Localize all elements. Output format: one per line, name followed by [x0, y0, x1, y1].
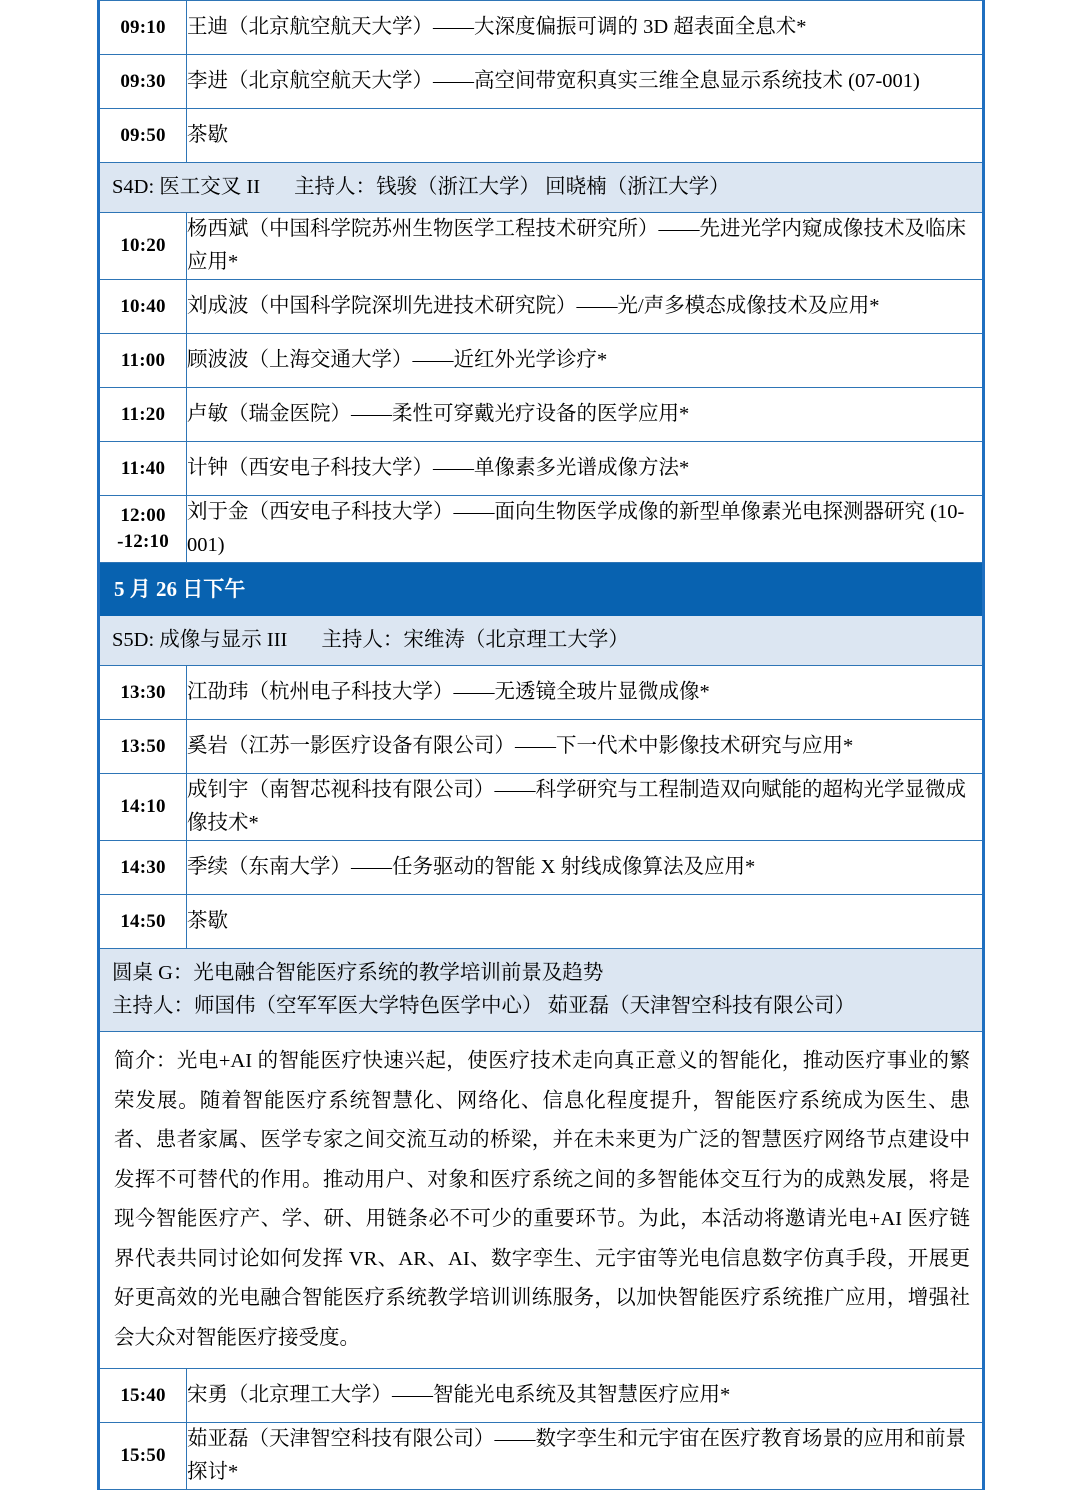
- row-title: 杨西斌（中国科学院苏州生物医学工程技术研究所）——先进光学内窥成像技术及临床应用*: [187, 213, 984, 280]
- table-row: [99, 666, 984, 720]
- row-time: [99, 496, 187, 563]
- table-row: [99, 895, 984, 949]
- row-time: 10:40: [99, 280, 187, 334]
- row-title: 茶歇: [187, 109, 984, 163]
- row-title: 刘于金（西安电子科技大学）——面向生物医学成像的新型单像素光电探测器研究 (10-001): [187, 496, 984, 563]
- row-title: 江劭玮（杭州电子科技大学）——无透镜全玻片显微成像*: [187, 666, 984, 720]
- row-time: 13:30: [99, 666, 187, 720]
- table-row: [99, 213, 984, 280]
- row-time: 09:50: [99, 109, 187, 163]
- roundtable-intro-text: 简介：光电+AI 的智能医疗快速兴起，使医疗技术走向真正意义的智能化，推动医疗事业的繁荣发展。随着智能医疗系统智慧化、网络化、信息化程度提升，智能医疗系统成为医生、患者、患者家属、医学专家之间交流互动的桥梁，并在未来更为广泛的智慧医疗网络节点建设中发挥不可替代的作用。推动用户、对象和医疗系统之间的多智能体交互行为的成熟发展，将是现今智能医疗产、学、研、用链条必不可少的重要环节。为此，本活动将邀请光电+AI 医疗链界代表共同讨论如何发挥 VR、AR、AI、数字孪生、元宇宙等光电信息数字仿真手段，开展更好更高效的光电融合智能医疗系统教学培训训练服务，以加快智能医疗系统推广应用，增强社会大众对智能医疗接受度。: [114, 1050, 970, 1349]
- session-hosts: 钱骏（浙江大学） 回晓楠（浙江大学）: [376, 176, 730, 198]
- session-hosts: 宋维涛（北京理工大学）: [403, 629, 629, 651]
- row-time: 14:30: [99, 841, 187, 895]
- row-title: 成钊宇（南智芯视科技有限公司）——科学研究与工程制造双向赋能的超构光学显微成像技术*: [187, 774, 984, 841]
- row-title: 宋勇（北京理工大学）——智能光电系统及其智慧医疗应用*: [187, 1369, 984, 1423]
- table-row: [99, 1, 984, 55]
- row-title: 卢敏（瑞金医院）——柔性可穿戴光疗设备的医学应用*: [187, 388, 984, 442]
- table-row: [99, 1423, 984, 1490]
- row-title: 刘成波（中国科学院深圳先进技术研究院）——光/声多模态成像技术及应用*: [187, 280, 984, 334]
- session-header-row: [99, 163, 984, 213]
- table-row: [99, 280, 984, 334]
- roundtable-header-cell: [99, 949, 984, 1032]
- roundtable-intro-cell: [99, 1032, 984, 1369]
- table-row: [99, 841, 984, 895]
- row-time: 11:40: [99, 442, 187, 496]
- session-host-label: 主持人：: [321, 629, 404, 651]
- session-header-cell: [99, 616, 984, 666]
- row-title: 茶歇: [187, 895, 984, 949]
- table-row: [99, 334, 984, 388]
- row-title: 奚岩（江苏一影医疗设备有限公司）——下一代术中影像技术研究与应用*: [187, 720, 984, 774]
- row-title: 茹亚磊（天津智空科技有限公司）——数字孪生和元宇宙在医疗教育场景的应用和前景探讨*: [187, 1423, 984, 1490]
- row-title: 季续（东南大学）——任务驱动的智能 X 射线成像算法及应用*: [187, 841, 984, 895]
- session-code: S4D: 医工交叉 II: [112, 176, 261, 198]
- table-row: [99, 496, 984, 563]
- session-host-label: 主持人：: [294, 176, 377, 198]
- schedule-body: [99, 1, 984, 1490]
- table-row: [99, 774, 984, 841]
- row-time: 11:20: [99, 388, 187, 442]
- table-row: [99, 720, 984, 774]
- table-row: [99, 55, 984, 109]
- conference-schedule-table: [97, 0, 985, 1490]
- table-row: [99, 109, 984, 163]
- row-title: 王迪（北京航空航天大学）——大深度偏振可调的 3D 超表面全息术*: [187, 1, 984, 55]
- row-time: 13:50: [99, 720, 187, 774]
- session-header-cell: [99, 163, 984, 213]
- table-row: [99, 1369, 984, 1423]
- roundtable-title: 圆桌 G：光电融合智能医疗系统的教学培训前景及趋势: [112, 962, 604, 984]
- row-time-end: -12:10: [117, 531, 169, 552]
- table-row: [99, 442, 984, 496]
- row-title: 计钟（西安电子科技大学）——单像素多光谱成像方法*: [187, 442, 984, 496]
- row-time: 09:10: [99, 1, 187, 55]
- row-time: 14:10: [99, 774, 187, 841]
- date-banner-label: 5 月 26 日下午: [99, 563, 984, 616]
- row-time-start: 12:00: [120, 505, 166, 526]
- session-header-row: [99, 616, 984, 666]
- row-time: 15:40: [99, 1369, 187, 1423]
- date-banner-row: [99, 563, 984, 616]
- roundtable-header-row: [99, 949, 984, 1032]
- row-time: 14:50: [99, 895, 187, 949]
- roundtable-hosts: 主持人：师国伟（空军军医大学特色医学中心） 茹亚磊（天津智空科技有限公司）: [112, 995, 856, 1017]
- table-row: [99, 388, 984, 442]
- row-time: 10:20: [99, 213, 187, 280]
- roundtable-intro-row: [99, 1032, 984, 1369]
- row-time: 11:00: [99, 334, 187, 388]
- session-code: S5D: 成像与显示 III: [112, 629, 288, 651]
- row-time: 09:30: [99, 55, 187, 109]
- row-time: 15:50: [99, 1423, 187, 1490]
- row-title: 李进（北京航空航天大学）——高空间带宽积真实三维全息显示系统技术 (07-001): [187, 55, 984, 109]
- row-title: 顾波波（上海交通大学）——近红外光学诊疗*: [187, 334, 984, 388]
